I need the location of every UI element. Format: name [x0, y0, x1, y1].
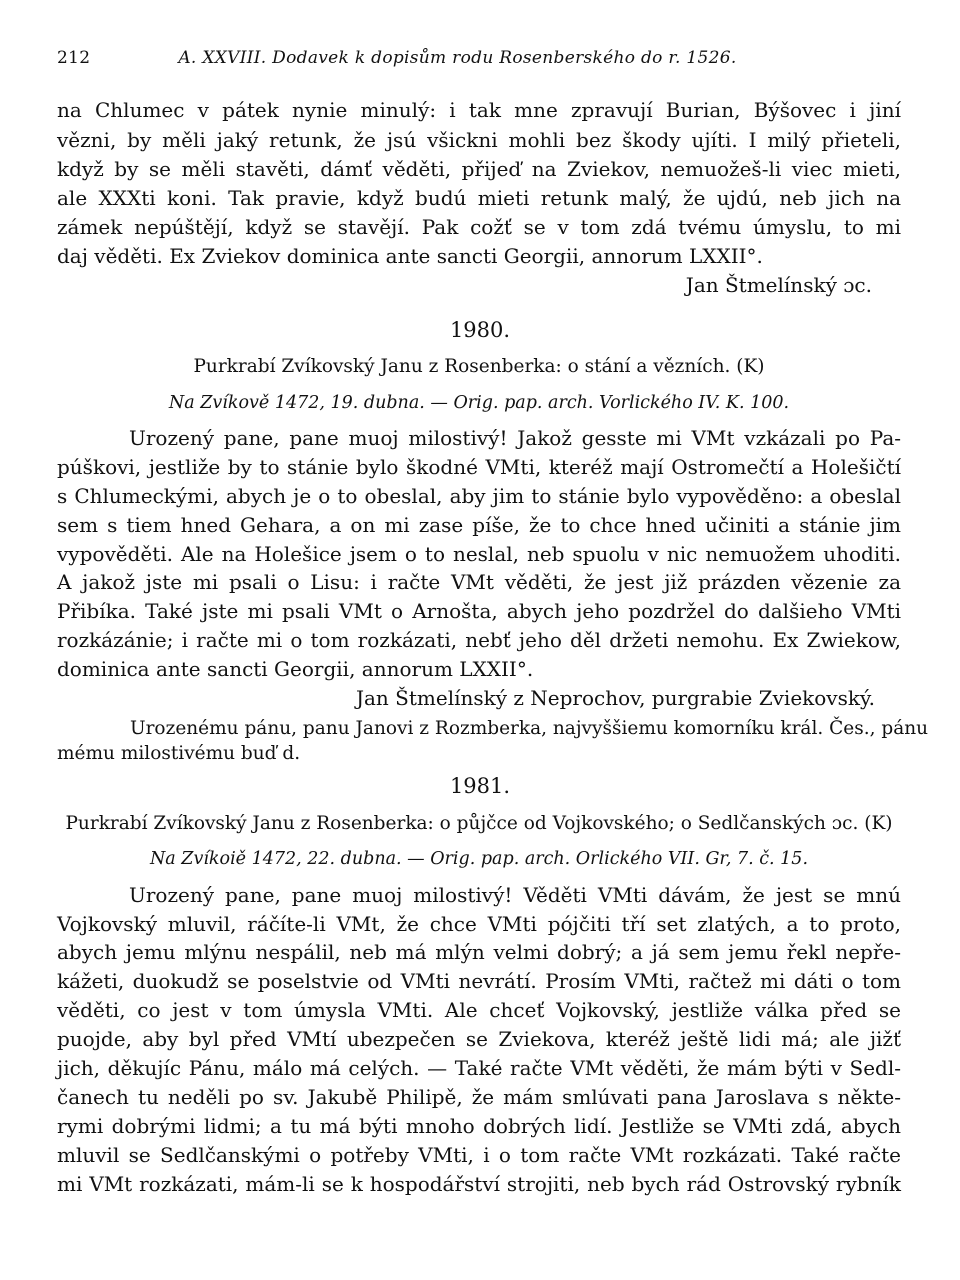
- text-line: puojde, aby byl před VMtí ubezpečen se Zviekova, kteréž ještě lidi má; ale jižť: [57, 1027, 901, 1051]
- page-header: [57, 48, 902, 68]
- text-line: mi VMt rozkázati, mám-li se k hospodářství strojiti, neb bych rád Ostrovský rybník: [57, 1172, 901, 1196]
- letter-title: Purkrabí Zvíkovský Janu z Rosenberka: o půjčce od Vojkovského; o Sedlčanských ɔc. (K): [65, 813, 893, 834]
- text-line: věděti, co jest v tom úmysla VMti. Ale chceť Vojkovský, jestliže válka před se: [57, 998, 901, 1022]
- text-line: púškovi, jestliže by to stánie bylo škodné VMti, kteréž mají Ostromečtí a Holešičtí: [57, 455, 901, 479]
- running-title: A. XXVIII. Dodavek k dopisům rodu Rosenberského do r. 1526.: [178, 48, 737, 68]
- signature: Jan Štmelínský z Neprochov, purgrabie Zviekovský.: [355, 686, 875, 710]
- letter-number: 1980.: [449, 318, 511, 342]
- text-line: Urozený pane, pane muoj milostivý! Věděti VMti dávám, že jest se mnú: [129, 883, 901, 907]
- text-line: rozkázánie; i račte mi o tom rozkázati, nebť jeho děl držeti nemohu. Ex Zwiekow,: [57, 628, 901, 652]
- text-line: Vojkovský mluvil, ráčíte-li VMt, že chce VMti pójčiti tří set zlatých, a to proto,: [57, 912, 901, 936]
- text-line: abych jemu mlýnu nespálil, neb má mlýn velmi dobrý; a já sem jemu řekl nepře-: [57, 940, 901, 964]
- text-line: na Chlumec v pátek nynie minulý: i tak mne zpravují Burian, Býšovec i jiní: [57, 98, 901, 122]
- letter-title: Purkrabí Zvíkovský Janu z Rosenberka: o stání a vězních. (K): [193, 356, 765, 377]
- letter-number: 1981.: [449, 774, 511, 798]
- text-line: daj věděti. Ex Zviekov dominica ante sancti Georgii, annorum LXXII°.: [57, 244, 763, 268]
- text-line: dominica ante sancti Georgii, annorum LXXII°.: [57, 657, 534, 681]
- letter-source: Na Zvíkově 1472, 19. dubna. — Orig. pap. arch. Vorlického IV. K. 100.: [168, 393, 790, 413]
- text-line: rymi dobrými lidmi; a tu má býti mnoho dobrých lidí. Jestliže se VMti zdá, abych: [57, 1114, 901, 1138]
- text-line: když by se měli stavěti, dámť věděti, přijeď na Zviekov, nemuožeš-li viec mieti,: [57, 157, 901, 181]
- text-line: A jakož jste mi psali o Lisu: i račte VMt věděti, že jest již prázden vězenie za: [57, 570, 901, 594]
- text-line: ale XXXti koni. Tak pravie, když budú mieti retunk malý, že ujdú, neb jich na: [57, 186, 901, 210]
- text-line: kážeti, duokudž se poselstvie od VMti nevrátí. Prosím VMti, račtež mi dáti o tom: [57, 969, 901, 993]
- address-line: Urozenému pánu, panu Janovi z Rozmberka, najvyššiemu komorníku král. Čes., pánu: [130, 718, 929, 739]
- letter-source: Na Zvíkoiě 1472, 22. dubna. — Orig. pap. arch. Orlického VII. Gr, 7. č. 15.: [149, 849, 809, 869]
- address-line: mému milostivému buď d.: [57, 743, 301, 764]
- page-number: 212: [57, 48, 91, 68]
- text-line: zámek nepúštějí, když se stavějí. Pak cožť se v tom zdá tvému úmyslu, to mi: [57, 215, 901, 239]
- text-line: jich, děkujíc Pánu, málo má celých. — Také račte VMt věděti, že mám býti v Sedl-: [57, 1056, 901, 1080]
- text-line: Přibíka. Také jste mi psali VMt o Arnošta, abych jeho pozdržel do dalšieho VMti: [57, 599, 901, 623]
- text-line: s Chlumeckými, abych je o to obeslal, aby jim to stánie bylo vypověděno: a obeslal: [57, 484, 901, 508]
- text-line: vězni, by měli jaký retunk, že jsú všickni mohli bez škody ujíti. I milý přieteli,: [57, 128, 901, 152]
- text-line: Urozený pane, pane muoj milostivý! Jakož gesste mi VMt vzkázali po Pa-: [129, 426, 901, 450]
- signature: Jan Štmelínský ɔc.: [685, 273, 872, 297]
- text-line: vypověděti. Ale na Holešice jsem o to neslal, neb spuolu v nic nemuožem uhoditi.: [57, 542, 901, 566]
- text-line: mluvil se Sedlčanskými o potřeby VMti, i o tom račte VMt rozkázati. Také račte: [57, 1143, 901, 1167]
- text-line: čanech tu neděli po sv. Jakubě Philipě, že mám smlúvati pana Jaroslava s někte-: [57, 1085, 901, 1109]
- text-line: sem s tiem hned Gehara, a on mi zase píše, že to chce hned učiniti a stánie jim: [57, 513, 901, 537]
